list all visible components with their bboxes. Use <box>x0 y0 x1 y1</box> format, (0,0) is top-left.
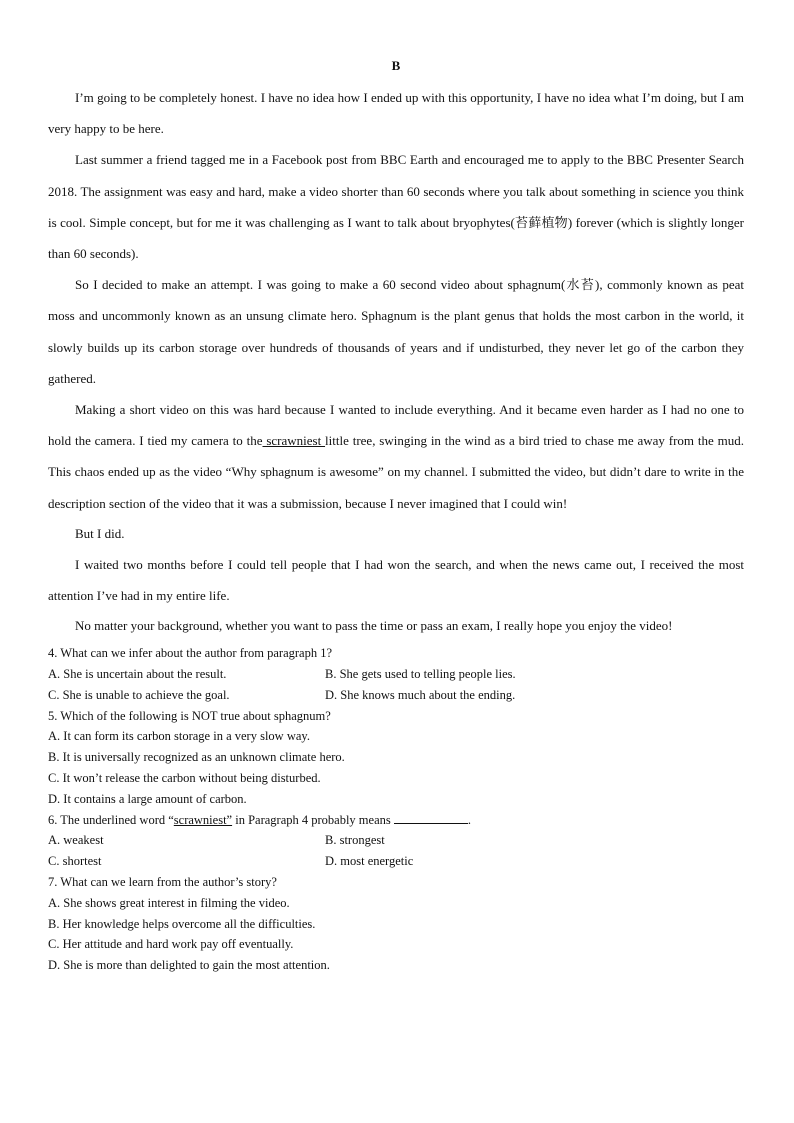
question-4-option-a: A. She is uncertain about the result. <box>48 667 227 682</box>
questions-section <box>48 643 744 976</box>
question-7-stem: 7. What can we learn from the author’s story? <box>48 875 277 890</box>
question-5-option-d: D. It contains a large amount of carbon. <box>48 791 247 806</box>
question-6-options-row-2 <box>48 851 744 872</box>
question-4-options-row-2 <box>48 685 744 706</box>
question-6-option-b: B. strongest <box>325 833 385 848</box>
question-4-option-c: C. She is unable to achieve the goal. <box>48 687 230 702</box>
question-6-stem-start: 6. The underlined word “ <box>48 812 174 827</box>
question-5-option-b: B. It is universally recognized as an unknown climate hero. <box>48 750 345 765</box>
document-page <box>48 56 744 976</box>
section-title: B <box>391 58 401 73</box>
underlined-word: scrawniest <box>262 433 326 449</box>
question-6-underlined-word: scrawniest” <box>173 812 233 827</box>
paragraph-4 <box>48 394 744 519</box>
question-5-stem: 5. Which of the following is NOT true about sphagnum? <box>48 708 331 723</box>
paragraph-5: But I did. <box>75 525 125 541</box>
question-6-stem <box>48 810 744 831</box>
paragraph-1: I’m going to be completely honest. I have no idea how I ended up with this opportunity, I have no idea what I’m doing, but I am very happy to be here. <box>48 90 744 137</box>
paragraph-3: So I decided to make an attempt. I was going to make a 60 second video about sphagnum(水苔), commonly known as peat moss and uncommonly known as an unsung climate hero. Sphagnum is the plant genus that holds the most carbon in the world, it slowly builds up its carbon storage over hundreds of thousands of years and if undisturbed, they never let go of the carbon they gathered. <box>48 277 744 386</box>
question-6-option-a: A. weakest <box>48 833 104 848</box>
paragraph-6: I waited two months before I could tell people that I had won the search, and when the news came out, I received the most attention I’ve had in my entire life. <box>48 556 744 604</box>
question-6-options-row-1 <box>48 830 744 851</box>
paragraph-7: No matter your background, whether you want to pass the time or pass an exam, I really hope you enjoy the video! <box>75 618 673 634</box>
question-4-option-d: D. She knows much about the ending. <box>325 687 516 702</box>
question-5-option-c: C. It won’t release the carbon without being disturbed. <box>48 771 321 786</box>
question-7-option-b: B. Her knowledge helps overcome all the difficulties. <box>48 916 316 931</box>
question-6-option-c: C. shortest <box>48 854 102 869</box>
answer-blank <box>394 811 468 824</box>
question-4-options-row-1 <box>48 664 744 685</box>
question-4-option-b: B. She gets used to telling people lies. <box>325 667 516 682</box>
question-6-option-d: D. most energetic <box>325 854 414 869</box>
question-5-option-a: A. It can form its carbon storage in a very slow way. <box>48 729 310 744</box>
paragraph-4-text-b: little tree, swinging in the wind as a bird tried to chase me away from the mud. This chaos ended up as the video “Why sphagnum is awesome” on my channel. I submitted the video, but didn’t dare to write in the description section of the video that it was a submission, because I never imagined that I could win! <box>48 433 744 511</box>
question-7-option-a: A. She shows great interest in filming the video. <box>48 895 290 910</box>
question-6-stem-middle: in Paragraph 4 probably means <box>232 812 394 827</box>
question-7-option-c: C. Her attitude and hard work pay off eventually. <box>48 937 294 952</box>
question-4-stem: 4. What can we infer about the author from paragraph 1? <box>48 646 333 661</box>
paragraph-4-text-a: Making a short video on this was hard because I wanted to include everything. And it became even harder as I had no one to hold the camera. I tied my camera to the <box>48 402 744 449</box>
question-6-stem-end: . <box>467 812 471 827</box>
question-7-option-d: D. She is more than delighted to gain the most attention. <box>48 958 330 973</box>
paragraph-2: Last summer a friend tagged me in a Facebook post from BBC Earth and encouraged me to apply to the BBC Presenter Search 2018. The assignment was easy and hard, make a video shorter than 60 seconds where you talk about something in science you think is cool. Simple concept, but for me it was challenging as I want to talk about bryophytes(苔藓植物) forever (which is slightly longer than 60 seconds). <box>48 152 744 262</box>
